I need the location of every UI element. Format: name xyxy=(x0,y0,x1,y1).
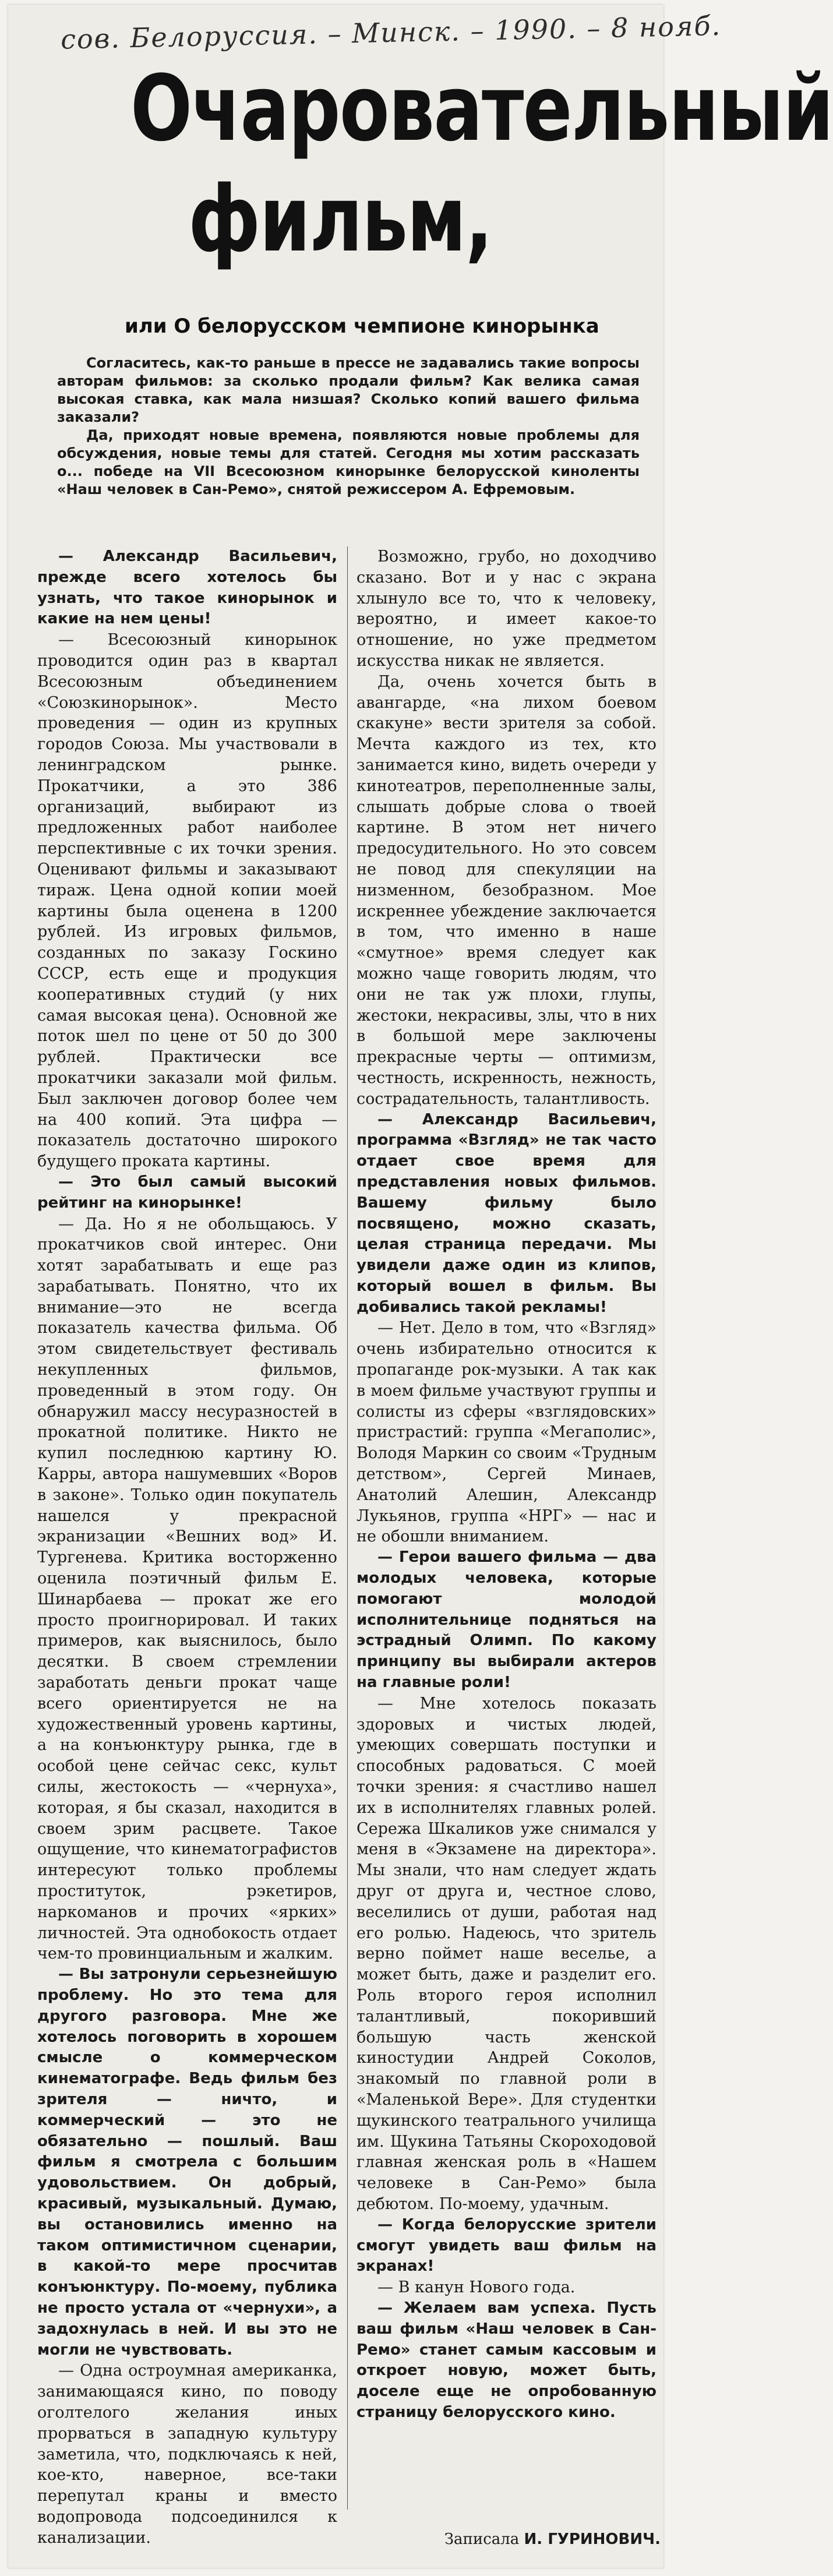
interview-question: — Герои вашего фильма — два молодых человека, которые помогают молодой исполнительнице подняться на эстрадный Олимп. По какому принципу вы выбирали актеров на главные роли! xyxy=(357,1548,656,1692)
interview-answer: — Одна остроумная американка, занимающаяся кино, по поводу оголтелого желания иных прорваться в западную культуру заметила, что, подключаясь к ней, кое-кто, наверное, все-таки перепутал краны и вместо водопровода подсоединился к канализации. xyxy=(37,2362,337,2547)
newspaper-clipping xyxy=(8,5,833,2568)
interview-answer: — Всесоюзный кинорынок проводится один раз в квартал Всесоюзным объединением «Союзкинорынок». Место проведения — один из крупных городов Союза. Мы участвовали в ленинградском рынке. Прокатчики, а это 386 организаций, выбирают из предложенных работ наиболее перспективные с их точки зрения. Оценивают фильмы и заказывают тираж. Цена одной копии моей картины была оценена в 1200 рублей. Из игровых фильмов, созданных по заказу Госкино СССР, есть еще и продукция кооперативных студий (у них самая высокая цена). Основной же поток шел по цене от 50 до 300 рублей. Практически все прокатчики заказали мой фильм. Был заключен договор более чем на 400 копий. Эта цифра — показатель достаточно широкого будущего проката картины. xyxy=(37,631,337,1171)
author-name: И. ГУРИНОВИЧ. xyxy=(524,2531,661,2548)
right-column xyxy=(357,546,656,2423)
byline xyxy=(416,2531,661,2548)
interview-question: — Александр Васильевич, прежде всего хотелось бы узнать, что такое кинорынок и какие на нем цены! xyxy=(37,548,337,628)
interview-answer: — Мне хотелось показать здоровых и чистых людей, умеющих совершать поступки и способных радоваться. С моей точки зрения: я счастливо нашел их в исполнителях главных ролей. Сережа Шкаликов уже снимался у меня в «Экзамене на директора». Мы знали, что нам следует ждать друг от друга и, честное слово, веселились от души, работая над его ролью. Надеюсь, что зритель верно поймет наше веселье, а может быть, даже и разделит его. Роль второго героя исполнил талантливый, покоривший большую часть женской киностудии Андрей Соколов, знакомый по главной роли в «Маленькой Вере». Для студентки щукинского театрального училища им. Щукина Татьяны Скороходовой главная женская роль в «Нашем человеке в Сан-Ремо» была дебютом. По-моему, удачным. xyxy=(357,1694,656,2213)
interview-answer: — Нет. Дело в том, что «Взгляд» очень избирательно относится к пропаганде рок-музыки. А так как в моем фильме участвуют группы и солисты из сферы «взглядовских» пристрастий: группа «Мегаполис», Володя Маркин со своим «Трудным детством», Сергей Минаев, Анатолий Алешин, Александр Лукьянов, группа «НРГ» — нас и не обошли вниманием. xyxy=(357,1319,656,1546)
column-divider xyxy=(347,546,348,2510)
interview-question: — Когда белорусские зрители смогут увидеть ваш фильм на экранах! xyxy=(357,2215,656,2275)
lead-paragraph xyxy=(57,354,640,499)
interview-answer: Да, очень хочется быть в авангарде, «на лихом боевом скакуне» вести зрителя за собой. Мечта каждого из тех, кто занимается кино, видеть очереди у кинотеатров, переполненные залы, слышать добрые слова о твоей картине. В этом нет ничего предосудительного. Но это совсем не повод для спекуляции на низменном, безобразном. Мое искреннее убеждение заключается в том, что именно в наше «смутное» время следует как можно чаще говорить людям, что они не так уж плохи, глупы, жестоки, некрасивы, злы, что в них в большой мере заключены прекрасные черты — оптимизм, честность, искренность, нежность, сострадательность, талантливость. xyxy=(357,672,656,1108)
interview-question: — Вы затронули серьезнейшую проблему. Но это тема для другого разговора. Мне же хотелось поговорить в хорошем смысле о коммерческом кинематографе. Ведь фильм без зрителя — ничто, и коммерческий — это не обязательно — пошлый. Ваш фильм я смотрела с большим удовольствием. Он добрый, красивый, музыкальный. Думаю, вы остановились именно на таком оптимистичном сценарии, в какой-то мере просчитав конъюнктуру. По-моему, публика не просто устала от «чернухи», а задохнулась в ней. И вы это не могли не чувствовать. xyxy=(37,1965,337,2359)
interview-question: — Желаем вам успеха. Пусть ваш фильм «Наш человек в Сан-Ремо» станет самым кассовым и откроет новую, может быть, доселе еще не опробованную страницу белорусского кино. xyxy=(357,2299,656,2421)
interview-answer: Возможно, грубо, но доходчиво сказано. Вот и у нас с экрана хлынуло все то, что к человеку, вероятно, и имеет какое-то отношение, но уже предметом искусства никак не является. xyxy=(357,548,656,670)
byline-prefix: Записала xyxy=(444,2531,524,2548)
interview-answer: — Да. Но я не обольщаюсь. У прокатчиков свой интерес. Они хотят зарабатывать и еще раз зарабатывать. Понятно, что их внимание—это не всегда показатель качества фильма. Об этом свидетельствует фестиваль некупленных фильмов, проведенный в этом году. Он обнаружил массу несуразностей в прокатной политике. Никто не купил последнюю картину Ю. Карры, автора нашумевших «Воров в законе». Только один покупатель нашелся у прекрасной экранизации «Вешних вод» И. Тургенева. Критика восторженно оценила поэтичный фильм Е. Шинарбаева — прокат же его просто проигнорировал. И таких примеров, как выяснилось, было десятки. В своем стремлении заработать деньги прокат чаще всего ориентируется не на художественный уровень картины, а на конъюнктуру рынка, где в особой цене сейчас секс, культ силы, жестокость — «чернуха», которая, я бы сказал, находится в своем зрим расцвете. Такое ощущение, что кинематографистов интересуют только проблемы проституток, рэкетиров, наркоманов и прочих «ярких» личностей. Эта однобокость отдает чем-то провинциальным и жалким. xyxy=(37,1215,337,1963)
lead-text: Да, приходят новые времена, появляются новые проблемы для обсуждения, новые темы для статей. Сегодня мы хотим рассказать о... победе на VII Всесоюзном кинорынке белорусской киноленты «Наш человек в Сан-Ремо», снятой режиссером А. Ефремовым. xyxy=(57,427,640,497)
interview-answer: — В канун Нового года. xyxy=(377,2278,576,2297)
interview-question: — Александр Васильевич, программа «Взгляд» не так часто отдает свое время для представления новых фильмов. Вашему фильму было посвящено, можно сказать, целая страница передачи. Мы увидели даже один из клипов, который вошел в фильм. Вы добивались такой рекламы! xyxy=(357,1110,656,1316)
interview-question: — Это был самый высокий рейтинг на кинорынке! xyxy=(37,1173,337,1212)
lead-text: Согласитесь, как-то раньше в прессе не задавались такие вопросы авторам фильмов: за сколько продали фильм? Как велика самая высокая ставка, как мала низшая? Сколько копий вашего фильма заказали? xyxy=(57,355,640,425)
subheadline: или О белорусском чемпионе кинорынка xyxy=(125,315,599,338)
handwritten-note: сов. Белоруссия. – Минск. – 1990. – 8 нояб. xyxy=(60,9,722,55)
left-column xyxy=(37,546,337,2549)
headline-line-1: Очаровательный xyxy=(130,55,833,161)
headline-line-2: фильм, xyxy=(188,166,492,272)
